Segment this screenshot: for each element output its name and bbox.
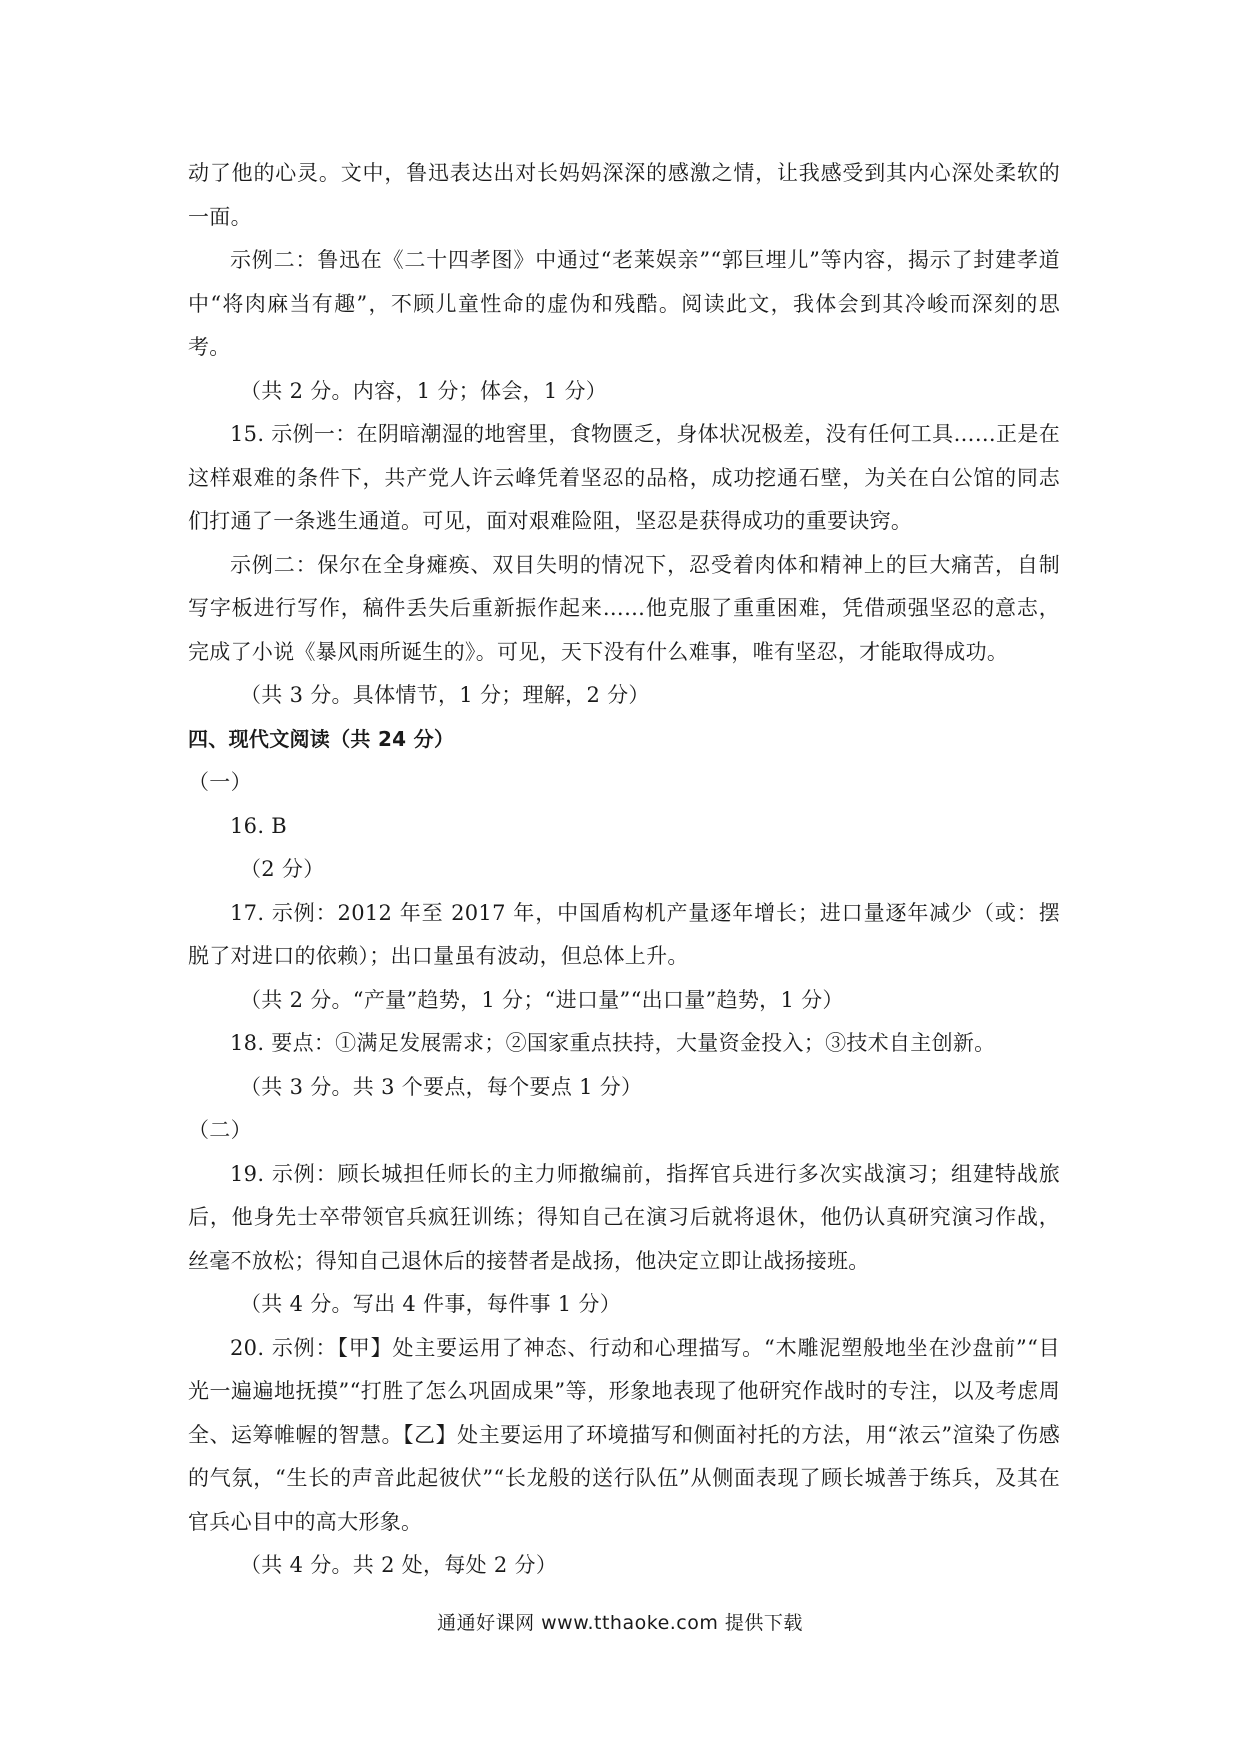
score-note-15: （共 3 分。具体情节，1 分；理解，2 分）: [240, 683, 650, 707]
answer-17: 17. 示例：2012 年至 2017 年，中国盾构机产量逐年增长；进口量逐年减少（或：摆脱了对进口的依赖）；出口量虽有波动，但总体上升。: [188, 900, 1060, 968]
subsection-label-2: （二）: [188, 1118, 252, 1142]
score-note-17: （共 2 分。“产量”趋势，1 分；“进口量”“出口量”趋势，1 分）: [240, 987, 844, 1012]
answer-20: 20. 示例：【甲】处主要运用了神态、行动和心理描写。“木雕泥塑般地坐在沙盘前”“目光一遍遍地抚摸”“打胜了怎么巩固成果”等，形象地表现了他研究作战时的专注，以及考虑周全、运筹帷幄的智慧。【乙】处主要运用了环境描写和侧面衬托的方法，用“浓云”渲染了伤感的气氛，“生长的声音此起彼伏”“长龙般的送行队伍”从侧面表现了顾长城善于练兵，及其在官兵心目中的高大形象。: [188, 1335, 1060, 1534]
paragraph-14-example2: 示例二：鲁迅在《二十四孝图》中通过“老莱娱亲”“郭巨埋儿”等内容，揭示了封建孝道中“将肉麻当有趣”，不顾儿童性命的虚伪和残酷。阅读此文，我体会到其冷峻而深刻的思考。: [188, 248, 1060, 359]
paragraph-15-example2: 示例二：保尔在全身瘫痪、双目失明的情况下，忍受着肉体和精神上的巨大痛苦，自制写字板进行写作，稿件丢失后重新振作起来……他克服了重重困难，凭借顽强坚忍的意志，完成了小说《暴风雨所诞生的》。可见，天下没有什么难事，唯有坚忍，才能取得成功。: [188, 552, 1060, 664]
answer-16: 16. B: [230, 813, 288, 838]
paragraph-14-example1-continued: 动了他的心灵。文中，鲁迅表达出对长妈妈深深的感激之情，让我感受到其内心深处柔软的一面。: [188, 161, 1060, 229]
page-footer-watermark: 通通好课网 www.tthaoke.com 提供下载: [437, 1612, 803, 1634]
score-note-18: （共 3 分。共 3 个要点，每个要点 1 分）: [240, 1074, 643, 1099]
answer-18: 18. 要点：①满足发展需求；②国家重点扶持，大量资金投入；③技术自主创新。: [230, 1031, 996, 1055]
score-note-14: （共 2 分。内容，1 分；体会，1 分）: [240, 378, 608, 403]
score-note-20: （共 4 分。共 2 处，每处 2 分）: [240, 1553, 558, 1577]
score-note-19: （共 4 分。写出 4 件事，每件事 1 分）: [240, 1292, 622, 1316]
score-note-16: （2 分）: [240, 857, 325, 881]
paragraph-15-example1: 15. 示例一：在阴暗潮湿的地窖里，食物匮乏，身体状况极差，没有任何工具……正是在这样艰难的条件下，共产党人许云峰凭着坚忍的品格，成功挖通石壁，为关在白公馆的同志们打通了一条逃生通道。可见，面对艰难险阻，坚忍是获得成功的重要诀窍。: [188, 422, 1060, 533]
subsection-label-1: （一）: [188, 770, 252, 794]
section-heading-modern-reading: 四、现代文阅读（共 24 分）: [188, 726, 455, 751]
answer-content: [188, 152, 1060, 1588]
answer-19: 19. 示例：顾长城担任师长的主力师撤编前，指挥官兵进行多次实战演习；组建特战旅后，他身先士卒带领官兵疯狂训练；得知自己在演习后就将退休，他仍认真研究演习作战，丝毫不放松；得知自己退休后的接替者是战扬，他决定立即让战扬接班。: [188, 1161, 1060, 1273]
